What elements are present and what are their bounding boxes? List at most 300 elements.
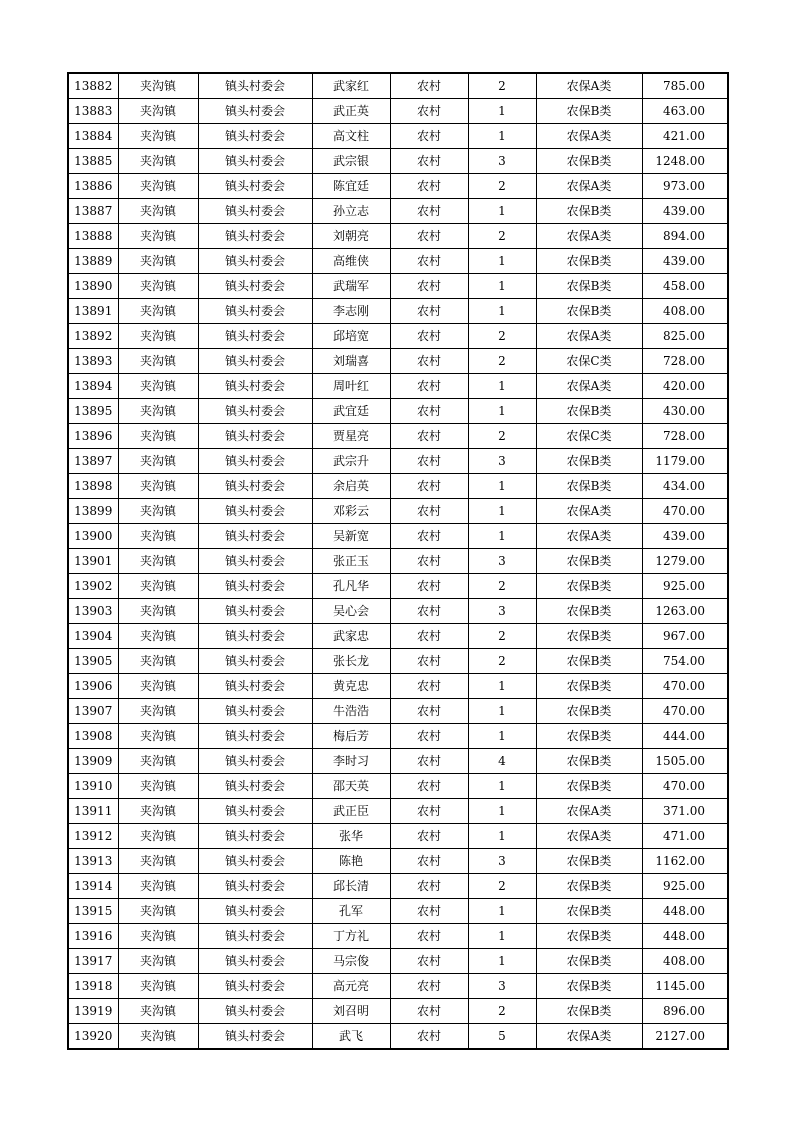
cell-insurance-category: 农保A类: [536, 1024, 642, 1050]
cell-amount: 754.00: [642, 649, 728, 674]
cell-record-id: 13918: [68, 974, 118, 999]
cell-village-committee: 镇头村委会: [198, 874, 312, 899]
table-row: [68, 774, 728, 799]
cell-person-name: 余启英: [312, 474, 390, 499]
cell-household-size: 2: [468, 649, 536, 674]
cell-village-committee: 镇头村委会: [198, 73, 312, 99]
cell-person-name: 梅后芳: [312, 724, 390, 749]
cell-person-name: 黄克忠: [312, 674, 390, 699]
cell-area-type: 农村: [390, 224, 468, 249]
cell-amount: 470.00: [642, 499, 728, 524]
cell-household-size: 2: [468, 224, 536, 249]
table-row: [68, 949, 728, 974]
cell-household-size: 1: [468, 799, 536, 824]
cell-household-size: 3: [468, 599, 536, 624]
cell-amount: 785.00: [642, 73, 728, 99]
table-row: [68, 73, 728, 99]
cell-village-committee: 镇头村委会: [198, 249, 312, 274]
cell-amount: 439.00: [642, 524, 728, 549]
cell-insurance-category: 农保B类: [536, 849, 642, 874]
cell-insurance-category: 农保B类: [536, 974, 642, 999]
cell-household-size: 2: [468, 349, 536, 374]
cell-amount: 896.00: [642, 999, 728, 1024]
cell-village-committee: 镇头村委会: [198, 324, 312, 349]
cell-record-id: 13898: [68, 474, 118, 499]
cell-town: 夹沟镇: [118, 73, 198, 99]
cell-insurance-category: 农保A类: [536, 73, 642, 99]
cell-town: 夹沟镇: [118, 349, 198, 374]
cell-area-type: 农村: [390, 399, 468, 424]
cell-insurance-category: 农保B类: [536, 274, 642, 299]
cell-household-size: 3: [468, 449, 536, 474]
cell-area-type: 农村: [390, 899, 468, 924]
cell-insurance-category: 农保A类: [536, 174, 642, 199]
table-row: [68, 174, 728, 199]
cell-town: 夹沟镇: [118, 324, 198, 349]
cell-amount: 371.00: [642, 799, 728, 824]
cell-area-type: 农村: [390, 324, 468, 349]
cell-person-name: 高元亮: [312, 974, 390, 999]
cell-record-id: 13891: [68, 299, 118, 324]
cell-village-committee: 镇头村委会: [198, 899, 312, 924]
cell-town: 夹沟镇: [118, 799, 198, 824]
table-row: [68, 299, 728, 324]
cell-village-committee: 镇头村委会: [198, 399, 312, 424]
cell-household-size: 3: [468, 549, 536, 574]
cell-town: 夹沟镇: [118, 99, 198, 124]
cell-insurance-category: 农保B类: [536, 899, 642, 924]
table-row: [68, 149, 728, 174]
cell-household-size: 1: [468, 899, 536, 924]
cell-village-committee: 镇头村委会: [198, 274, 312, 299]
cell-area-type: 农村: [390, 849, 468, 874]
cell-village-committee: 镇头村委会: [198, 199, 312, 224]
cell-town: 夹沟镇: [118, 199, 198, 224]
table-row: [68, 924, 728, 949]
cell-area-type: 农村: [390, 599, 468, 624]
table-row: [68, 749, 728, 774]
cell-town: 夹沟镇: [118, 824, 198, 849]
cell-record-id: 13904: [68, 624, 118, 649]
cell-area-type: 农村: [390, 774, 468, 799]
cell-person-name: 陈宜廷: [312, 174, 390, 199]
cell-person-name: 邵天英: [312, 774, 390, 799]
cell-village-committee: 镇头村委会: [198, 349, 312, 374]
table-row: [68, 624, 728, 649]
cell-household-size: 1: [468, 824, 536, 849]
cell-village-committee: 镇头村委会: [198, 299, 312, 324]
cell-insurance-category: 农保B类: [536, 999, 642, 1024]
cell-person-name: 孔凡华: [312, 574, 390, 599]
cell-amount: 408.00: [642, 299, 728, 324]
cell-person-name: 牛浩浩: [312, 699, 390, 724]
cell-village-committee: 镇头村委会: [198, 174, 312, 199]
cell-amount: 444.00: [642, 724, 728, 749]
cell-town: 夹沟镇: [118, 174, 198, 199]
cell-person-name: 吴新宽: [312, 524, 390, 549]
cell-record-id: 13888: [68, 224, 118, 249]
table-row: [68, 249, 728, 274]
cell-town: 夹沟镇: [118, 674, 198, 699]
table-row: [68, 649, 728, 674]
cell-insurance-category: 农保B类: [536, 199, 642, 224]
cell-village-committee: 镇头村委会: [198, 424, 312, 449]
cell-insurance-category: 农保B类: [536, 699, 642, 724]
cell-amount: 894.00: [642, 224, 728, 249]
cell-record-id: 13907: [68, 699, 118, 724]
cell-area-type: 农村: [390, 99, 468, 124]
cell-insurance-category: 农保B类: [536, 649, 642, 674]
cell-record-id: 13917: [68, 949, 118, 974]
cell-town: 夹沟镇: [118, 424, 198, 449]
cell-village-committee: 镇头村委会: [198, 124, 312, 149]
cell-person-name: 武飞: [312, 1024, 390, 1050]
table-row: [68, 374, 728, 399]
cell-record-id: 13906: [68, 674, 118, 699]
cell-amount: 439.00: [642, 249, 728, 274]
cell-amount: 421.00: [642, 124, 728, 149]
cell-amount: 1505.00: [642, 749, 728, 774]
cell-person-name: 孙立志: [312, 199, 390, 224]
cell-area-type: 农村: [390, 924, 468, 949]
cell-household-size: 1: [468, 499, 536, 524]
cell-area-type: 农村: [390, 624, 468, 649]
table-row: [68, 399, 728, 424]
cell-record-id: 13894: [68, 374, 118, 399]
table-row: [68, 524, 728, 549]
cell-record-id: 13915: [68, 899, 118, 924]
cell-area-type: 农村: [390, 649, 468, 674]
cell-amount: 1162.00: [642, 849, 728, 874]
cell-town: 夹沟镇: [118, 149, 198, 174]
cell-area-type: 农村: [390, 699, 468, 724]
cell-insurance-category: 农保B类: [536, 949, 642, 974]
cell-household-size: 2: [468, 174, 536, 199]
table-body: [68, 73, 728, 1049]
cell-village-committee: 镇头村委会: [198, 724, 312, 749]
cell-village-committee: 镇头村委会: [198, 924, 312, 949]
table-row: [68, 224, 728, 249]
cell-village-committee: 镇头村委会: [198, 649, 312, 674]
cell-insurance-category: 农保B类: [536, 624, 642, 649]
cell-town: 夹沟镇: [118, 549, 198, 574]
cell-record-id: 13908: [68, 724, 118, 749]
cell-record-id: 13884: [68, 124, 118, 149]
table-row: [68, 449, 728, 474]
cell-insurance-category: 农保C类: [536, 349, 642, 374]
cell-record-id: 13885: [68, 149, 118, 174]
cell-area-type: 农村: [390, 149, 468, 174]
cell-record-id: 13887: [68, 199, 118, 224]
cell-village-committee: 镇头村委会: [198, 374, 312, 399]
cell-household-size: 1: [468, 674, 536, 699]
cell-insurance-category: 农保A类: [536, 324, 642, 349]
cell-area-type: 农村: [390, 949, 468, 974]
cell-area-type: 农村: [390, 574, 468, 599]
cell-village-committee: 镇头村委会: [198, 574, 312, 599]
table-row: [68, 474, 728, 499]
table-row: [68, 349, 728, 374]
cell-area-type: 农村: [390, 824, 468, 849]
table-row: [68, 699, 728, 724]
cell-town: 夹沟镇: [118, 749, 198, 774]
cell-village-committee: 镇头村委会: [198, 674, 312, 699]
cell-person-name: 李时习: [312, 749, 390, 774]
cell-record-id: 13920: [68, 1024, 118, 1050]
cell-insurance-category: 农保B类: [536, 249, 642, 274]
table-row: [68, 974, 728, 999]
cell-amount: 408.00: [642, 949, 728, 974]
cell-person-name: 吴心会: [312, 599, 390, 624]
cell-amount: 1248.00: [642, 149, 728, 174]
cell-town: 夹沟镇: [118, 924, 198, 949]
cell-person-name: 孔军: [312, 899, 390, 924]
cell-household-size: 1: [468, 524, 536, 549]
cell-town: 夹沟镇: [118, 274, 198, 299]
cell-insurance-category: 农保B类: [536, 299, 642, 324]
cell-area-type: 农村: [390, 549, 468, 574]
cell-village-committee: 镇头村委会: [198, 524, 312, 549]
table-row: [68, 274, 728, 299]
cell-town: 夹沟镇: [118, 999, 198, 1024]
cell-village-committee: 镇头村委会: [198, 749, 312, 774]
cell-amount: 463.00: [642, 99, 728, 124]
cell-amount: 967.00: [642, 624, 728, 649]
table-row: [68, 199, 728, 224]
cell-record-id: 13916: [68, 924, 118, 949]
cell-village-committee: 镇头村委会: [198, 774, 312, 799]
cell-town: 夹沟镇: [118, 624, 198, 649]
cell-area-type: 农村: [390, 274, 468, 299]
cell-person-name: 张华: [312, 824, 390, 849]
cell-amount: 470.00: [642, 699, 728, 724]
cell-village-committee: 镇头村委会: [198, 499, 312, 524]
cell-town: 夹沟镇: [118, 849, 198, 874]
cell-area-type: 农村: [390, 299, 468, 324]
table-row: [68, 899, 728, 924]
cell-person-name: 刘召明: [312, 999, 390, 1024]
cell-town: 夹沟镇: [118, 224, 198, 249]
cell-amount: 420.00: [642, 374, 728, 399]
cell-town: 夹沟镇: [118, 774, 198, 799]
cell-household-size: 1: [468, 274, 536, 299]
cell-person-name: 武宜廷: [312, 399, 390, 424]
cell-household-size: 1: [468, 99, 536, 124]
cell-town: 夹沟镇: [118, 649, 198, 674]
cell-person-name: 邱长清: [312, 874, 390, 899]
cell-person-name: 贾星亮: [312, 424, 390, 449]
cell-insurance-category: 农保A类: [536, 824, 642, 849]
cell-area-type: 农村: [390, 974, 468, 999]
cell-village-committee: 镇头村委会: [198, 149, 312, 174]
cell-household-size: 1: [468, 399, 536, 424]
cell-household-size: 1: [468, 924, 536, 949]
cell-insurance-category: 农保A类: [536, 524, 642, 549]
cell-household-size: 1: [468, 249, 536, 274]
cell-area-type: 农村: [390, 874, 468, 899]
cell-area-type: 农村: [390, 73, 468, 99]
cell-household-size: 3: [468, 974, 536, 999]
cell-area-type: 农村: [390, 474, 468, 499]
cell-area-type: 农村: [390, 449, 468, 474]
cell-record-id: 13903: [68, 599, 118, 624]
cell-household-size: 1: [468, 774, 536, 799]
cell-record-id: 13889: [68, 249, 118, 274]
cell-insurance-category: 农保A类: [536, 224, 642, 249]
cell-area-type: 农村: [390, 424, 468, 449]
cell-record-id: 13886: [68, 174, 118, 199]
cell-area-type: 农村: [390, 749, 468, 774]
cell-household-size: 2: [468, 874, 536, 899]
cell-record-id: 13909: [68, 749, 118, 774]
cell-person-name: 刘朝亮: [312, 224, 390, 249]
table-row: [68, 874, 728, 899]
cell-household-size: 1: [468, 474, 536, 499]
cell-village-committee: 镇头村委会: [198, 974, 312, 999]
cell-area-type: 农村: [390, 199, 468, 224]
cell-insurance-category: 农保B类: [536, 674, 642, 699]
cell-household-size: 2: [468, 324, 536, 349]
cell-town: 夹沟镇: [118, 599, 198, 624]
cell-record-id: 13900: [68, 524, 118, 549]
cell-household-size: 1: [468, 124, 536, 149]
cell-insurance-category: 农保B类: [536, 749, 642, 774]
cell-town: 夹沟镇: [118, 474, 198, 499]
table-row: [68, 599, 728, 624]
cell-amount: 1279.00: [642, 549, 728, 574]
cell-person-name: 武正臣: [312, 799, 390, 824]
cell-record-id: 13913: [68, 849, 118, 874]
cell-household-size: 1: [468, 724, 536, 749]
cell-town: 夹沟镇: [118, 724, 198, 749]
cell-person-name: 刘瑞喜: [312, 349, 390, 374]
cell-town: 夹沟镇: [118, 499, 198, 524]
cell-town: 夹沟镇: [118, 449, 198, 474]
table-row: [68, 999, 728, 1024]
cell-insurance-category: 农保C类: [536, 424, 642, 449]
cell-amount: 430.00: [642, 399, 728, 424]
cell-town: 夹沟镇: [118, 574, 198, 599]
cell-record-id: 13910: [68, 774, 118, 799]
cell-record-id: 13890: [68, 274, 118, 299]
cell-insurance-category: 农保B类: [536, 549, 642, 574]
cell-person-name: 武宗银: [312, 149, 390, 174]
cell-record-id: 13901: [68, 549, 118, 574]
cell-insurance-category: 农保B类: [536, 149, 642, 174]
cell-town: 夹沟镇: [118, 399, 198, 424]
cell-insurance-category: 农保B类: [536, 599, 642, 624]
cell-household-size: 4: [468, 749, 536, 774]
cell-amount: 728.00: [642, 424, 728, 449]
cell-insurance-category: 农保B类: [536, 399, 642, 424]
table-row: [68, 324, 728, 349]
cell-area-type: 农村: [390, 374, 468, 399]
cell-household-size: 1: [468, 199, 536, 224]
table-row: [68, 124, 728, 149]
table-row: [68, 1024, 728, 1050]
cell-insurance-category: 农保A类: [536, 799, 642, 824]
cell-household-size: 3: [468, 149, 536, 174]
cell-insurance-category: 农保B类: [536, 574, 642, 599]
cell-household-size: 3: [468, 849, 536, 874]
cell-area-type: 农村: [390, 799, 468, 824]
cell-person-name: 丁方礼: [312, 924, 390, 949]
cell-insurance-category: 农保B类: [536, 774, 642, 799]
cell-person-name: 武家红: [312, 73, 390, 99]
cell-village-committee: 镇头村委会: [198, 799, 312, 824]
cell-household-size: 2: [468, 999, 536, 1024]
cell-insurance-category: 农保B类: [536, 474, 642, 499]
cell-amount: 925.00: [642, 874, 728, 899]
cell-area-type: 农村: [390, 724, 468, 749]
cell-household-size: 1: [468, 699, 536, 724]
cell-amount: 925.00: [642, 574, 728, 599]
table-row: [68, 499, 728, 524]
cell-amount: 458.00: [642, 274, 728, 299]
cell-household-size: 5: [468, 1024, 536, 1050]
cell-town: 夹沟镇: [118, 899, 198, 924]
cell-amount: 728.00: [642, 349, 728, 374]
cell-village-committee: 镇头村委会: [198, 224, 312, 249]
cell-person-name: 张长龙: [312, 649, 390, 674]
cell-village-committee: 镇头村委会: [198, 549, 312, 574]
cell-household-size: 2: [468, 574, 536, 599]
cell-village-committee: 镇头村委会: [198, 824, 312, 849]
cell-area-type: 农村: [390, 524, 468, 549]
table-row: [68, 824, 728, 849]
cell-amount: 470.00: [642, 774, 728, 799]
cell-household-size: 2: [468, 424, 536, 449]
table-row: [68, 424, 728, 449]
cell-village-committee: 镇头村委会: [198, 999, 312, 1024]
cell-insurance-category: 农保A类: [536, 499, 642, 524]
cell-insurance-category: 农保A类: [536, 124, 642, 149]
cell-town: 夹沟镇: [118, 1024, 198, 1050]
table-row: [68, 549, 728, 574]
cell-town: 夹沟镇: [118, 874, 198, 899]
cell-amount: 439.00: [642, 199, 728, 224]
cell-person-name: 邓彩云: [312, 499, 390, 524]
cell-person-name: 高文柱: [312, 124, 390, 149]
cell-person-name: 武正英: [312, 99, 390, 124]
cell-village-committee: 镇头村委会: [198, 599, 312, 624]
cell-area-type: 农村: [390, 674, 468, 699]
table-row: [68, 849, 728, 874]
cell-area-type: 农村: [390, 174, 468, 199]
cell-village-committee: 镇头村委会: [198, 624, 312, 649]
cell-record-id: 13911: [68, 799, 118, 824]
cell-area-type: 农村: [390, 124, 468, 149]
cell-village-committee: 镇头村委会: [198, 99, 312, 124]
cell-insurance-category: 农保A类: [536, 374, 642, 399]
cell-town: 夹沟镇: [118, 299, 198, 324]
cell-amount: 2127.00: [642, 1024, 728, 1050]
cell-insurance-category: 农保B类: [536, 724, 642, 749]
cell-person-name: 武宗升: [312, 449, 390, 474]
cell-record-id: 13902: [68, 574, 118, 599]
cell-area-type: 农村: [390, 999, 468, 1024]
cell-household-size: 2: [468, 73, 536, 99]
cell-record-id: 13892: [68, 324, 118, 349]
cell-area-type: 农村: [390, 1024, 468, 1050]
cell-record-id: 13895: [68, 399, 118, 424]
cell-person-name: 武家忠: [312, 624, 390, 649]
cell-person-name: 高维侠: [312, 249, 390, 274]
cell-record-id: 13883: [68, 99, 118, 124]
cell-town: 夹沟镇: [118, 699, 198, 724]
cell-record-id: 13899: [68, 499, 118, 524]
cell-record-id: 13896: [68, 424, 118, 449]
